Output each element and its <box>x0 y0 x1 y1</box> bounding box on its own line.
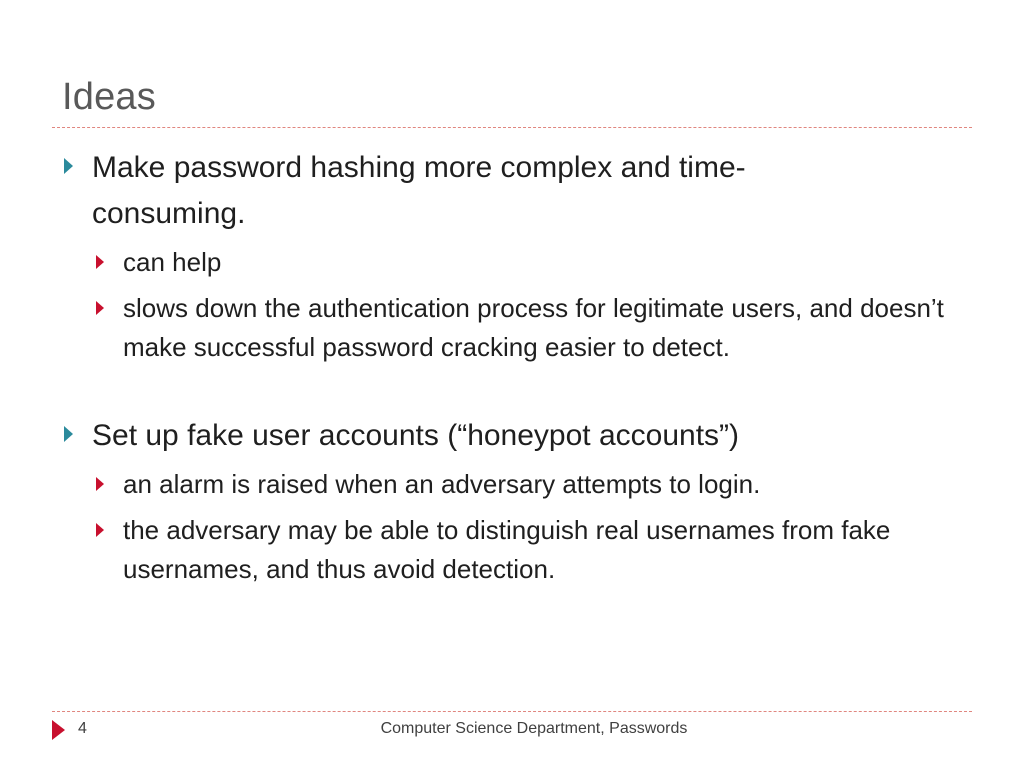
sub-bullet-arrow-icon <box>96 255 104 269</box>
sub-bullet-text: can help <box>123 247 222 277</box>
sub-bullet-text: the adversary may be able to distinguish real usernames from fake usernames, and thus avoid detection. <box>123 515 891 584</box>
slide-body <box>60 145 960 589</box>
slide-number: 4 <box>78 720 87 737</box>
bullet-text: Set up fake user accounts (“honeypot accounts”) <box>92 419 740 452</box>
title-divider <box>52 127 972 128</box>
sub-bullet-item <box>60 511 953 589</box>
sub-bullet-item <box>60 465 953 504</box>
bullet-arrow-icon <box>64 158 73 174</box>
bullet-item <box>60 145 852 237</box>
sub-bullet-item <box>60 289 953 367</box>
bullet-text: Make password hashing more complex and time-consuming. <box>92 151 746 230</box>
sub-bullet-item <box>60 243 953 282</box>
sub-bullet-text: an alarm is raised when an adversary attempts to login. <box>123 469 761 499</box>
sub-bullet-arrow-icon <box>96 301 104 315</box>
footer-divider <box>52 711 972 712</box>
sub-bullet-text: slows down the authentication process for legitimate users, and doesn’t make successful password cracking easier to detect. <box>123 293 944 362</box>
bullet-item <box>60 413 852 459</box>
bullet-arrow-icon <box>64 426 73 442</box>
slide-title: Ideas <box>62 76 156 118</box>
footer-text: Computer Science Department, Passwords <box>380 720 688 737</box>
sub-bullet-arrow-icon <box>96 477 104 491</box>
sub-bullet-arrow-icon <box>96 523 104 537</box>
